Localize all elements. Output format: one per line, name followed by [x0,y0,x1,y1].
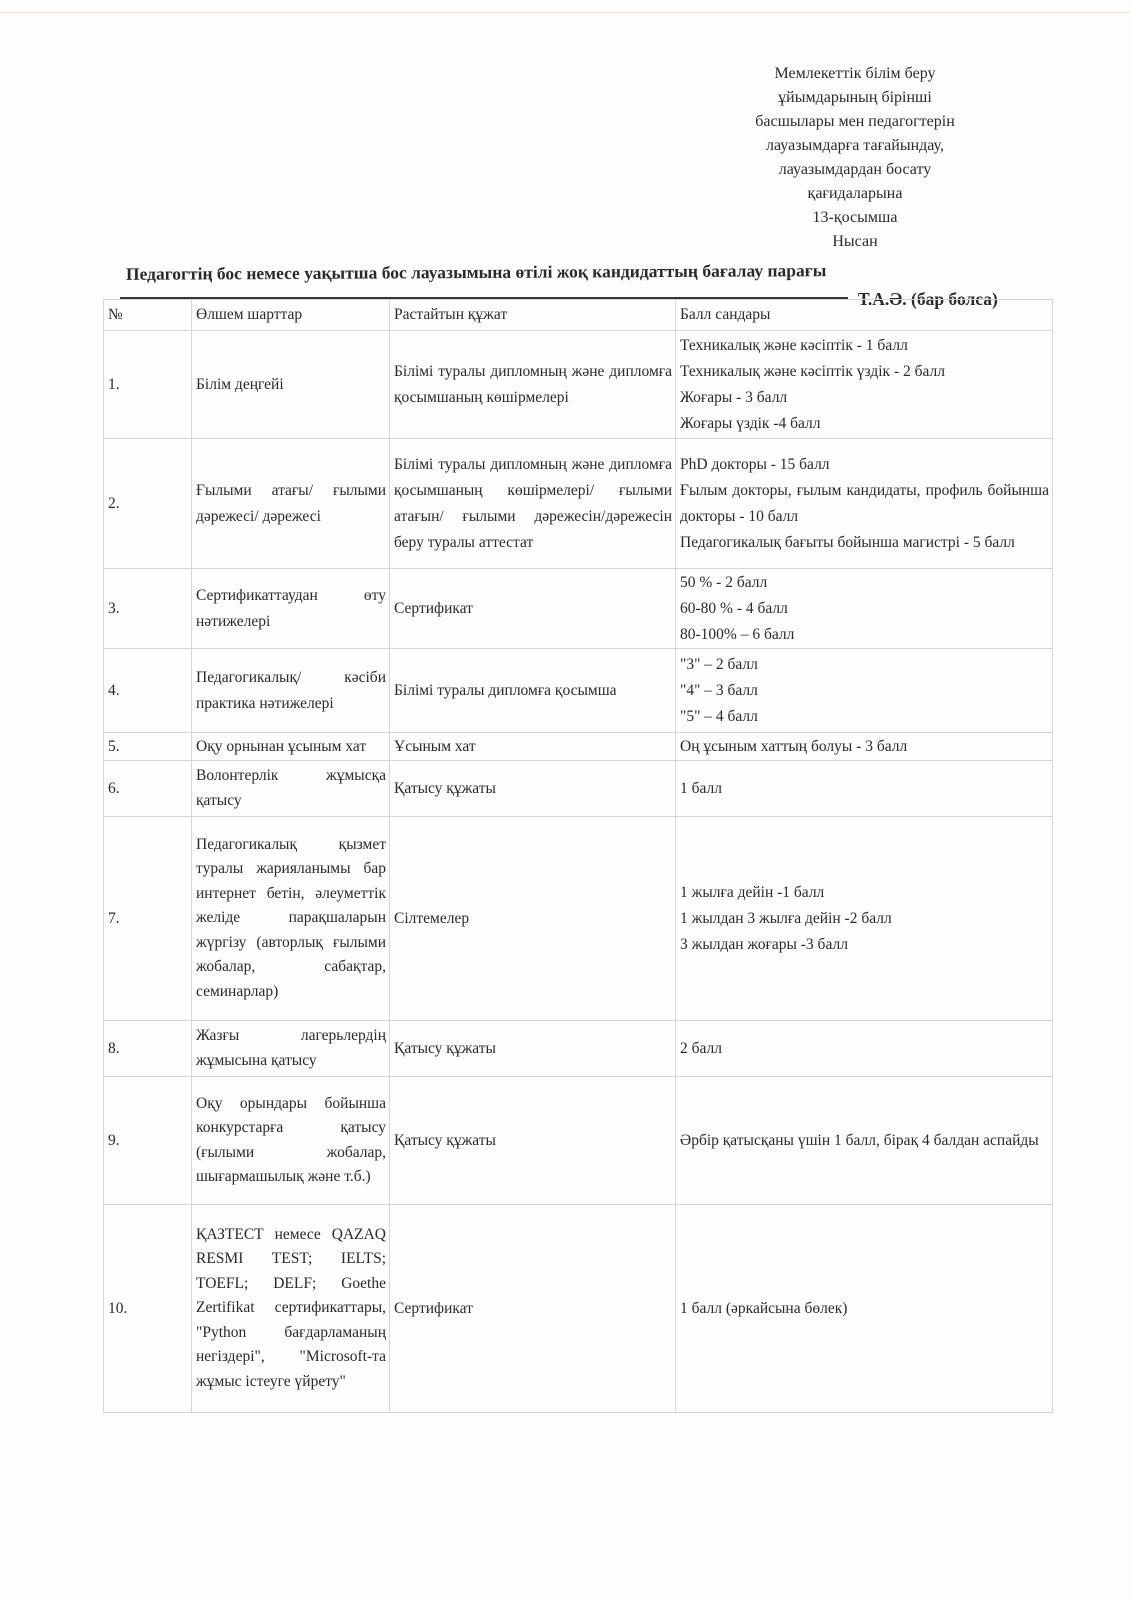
row-scores [676,1077,1053,1205]
row-scores [676,817,1053,1021]
row-criterion: Ғылыми атағы/ ғылыми дәрежесі/ дәрежесі [192,439,390,569]
row-document: Сертификат [390,569,676,649]
row-document: Ұсыным хат [390,733,676,761]
score-line: 3 жылдан жоғары -3 балл [680,935,848,953]
row-number: 7. [104,817,192,1021]
score-line: 1 балл (әркайсына бөлек) [680,1299,848,1317]
appendix-line: Мемлекеттік білім беру [774,65,936,82]
table-row [104,331,1053,439]
table-row [104,439,1053,569]
row-scores [676,761,1053,817]
appendix-line: ұйымдарының бірінші [778,89,932,106]
score-line: 1 жылға дейін -1 балл [680,883,825,901]
row-number: 5. [104,733,192,761]
table-row [104,1205,1053,1413]
score-line: 60-80 % - 4 балл [680,599,788,617]
row-criterion: Сертификаттаудан өту нәтижелері [192,569,390,649]
table-row [104,1077,1053,1205]
document-title: Педагогтің бос немесе уақытша бос лауазымына өтілі жоқ кандидаттың бағалау парағы [125,260,827,284]
table-row [104,649,1053,733]
row-number: 9. [104,1077,192,1205]
row-document: Қатысу құжаты [390,1077,676,1205]
row-document: Білімі туралы дипломға қосымша [390,649,676,733]
score-line: 1 жылдан 3 жылға дейін -2 балл [680,909,892,927]
score-line: Оң ұсыным хаттың болуы - 3 балл [680,737,908,755]
row-criterion: ҚАЗТЕСТ немесе QAZAQ RESMI TEST; IELTS; TOEFL; DELF; Goethe Zertifikat сертификаттары, "Python бағдарламаның негіздері", "Microsoft-та жұмыс істеуге үйрету" [192,1205,390,1413]
row-scores [676,1021,1053,1077]
row-number: 1. [104,331,192,439]
score-line: "3" – 2 балл [680,655,758,673]
table-row [104,569,1053,649]
row-scores [676,1205,1053,1413]
table-row [104,1021,1053,1077]
row-criterion: Жазғы лагерьлердің жұмысына қатысу [192,1021,390,1077]
form-label: Нысан [832,233,878,250]
header-criteria: Өлшем шарттар [192,300,390,331]
score-line: Педагогикалық бағыты бойынша магистрі - 5 балл [680,533,1015,551]
row-criterion: Педагогикалық/ кәсіби практика нәтижелері [192,649,390,733]
header-document: Растайтын құжат [390,300,676,331]
appendix-line: қағидаларына [807,185,903,202]
score-line: Техникалық және кәсіптік үздік - 2 балл [680,362,945,380]
score-line: Жоғары - 3 балл [680,388,788,406]
row-number: 4. [104,649,192,733]
score-line: Техникалық және кәсіптік - 1 балл [680,336,908,354]
appendix-line: лауазымдардан босату [778,161,932,178]
name-label: Т.А.Ә. (бар болса) [858,289,998,309]
row-number: 8. [104,1021,192,1077]
appendix-line: лауазымдарға тағайындау, [766,137,944,154]
row-scores [676,733,1053,761]
header-number: № [104,300,192,331]
score-line: 80-100% – 6 балл [680,625,795,643]
score-line: Ғылым докторы, ғылым кандидаты, профиль бойынша докторы - 10 балл [680,481,1049,525]
appendix-reference [720,62,990,254]
row-document: Білімі туралы дипломның және дипломға қосымшаның көшірмелері [390,331,676,439]
appendix-line: 13-қосымша [812,209,898,226]
appendix-line: басшылары мен педагогтерін [755,113,955,130]
row-criterion: Оқу орнынан ұсыным хат [192,733,390,761]
row-document: Білімі туралы дипломның және дипломға қосымшаның көшірмелері/ ғылыми атағын/ ғылыми дәрежесін/дәрежесін беру туралы аттестат [390,439,676,569]
row-number: 10. [104,1205,192,1413]
table-row [104,733,1053,761]
row-number: 6. [104,761,192,817]
row-criterion: Білім деңгейі [192,331,390,439]
table-header-row [104,300,1053,331]
row-document: Қатысу құжаты [390,1021,676,1077]
row-scores [676,439,1053,569]
evaluation-table [103,299,1053,1413]
score-line: Жоғары үздік -4 балл [680,414,821,432]
score-line: 50 % - 2 балл [680,573,768,591]
row-number: 3. [104,569,192,649]
row-document: Сертификат [390,1205,676,1413]
score-line: 1 балл [680,779,722,797]
row-number: 2. [104,439,192,569]
row-scores [676,331,1053,439]
row-document: Қатысу құжаты [390,761,676,817]
row-document: Сілтемелер [390,817,676,1021]
score-line: Әрбір қатысқаны үшін 1 балл, бірақ 4 балдан аспайды [680,1131,1039,1149]
score-line: PhD докторы - 15 балл [680,455,830,473]
row-criterion: Волонтерлік жұмысқа қатысу [192,761,390,817]
page-top-edge [0,12,1131,13]
table-row [104,817,1053,1021]
table-row [104,761,1053,817]
score-line: "5" – 4 балл [680,707,758,725]
row-criterion: Оқу орындары бойынша конкурстарға қатысу (ғылыми жобалар, шығармашылық және т.б.) [192,1077,390,1205]
row-criterion: Педагогикалық қызмет туралы жарияланымы бар интернет бетін, әлеуметтік желіде парақшаларын жүргізу (авторлық ғылыми жобалар, сабақтар, семинарлар) [192,817,390,1021]
score-line: "4" – 3 балл [680,681,758,699]
score-line: 2 балл [680,1039,722,1057]
row-scores [676,569,1053,649]
header-scores: Балл сандары [676,300,1053,331]
row-scores [676,649,1053,733]
